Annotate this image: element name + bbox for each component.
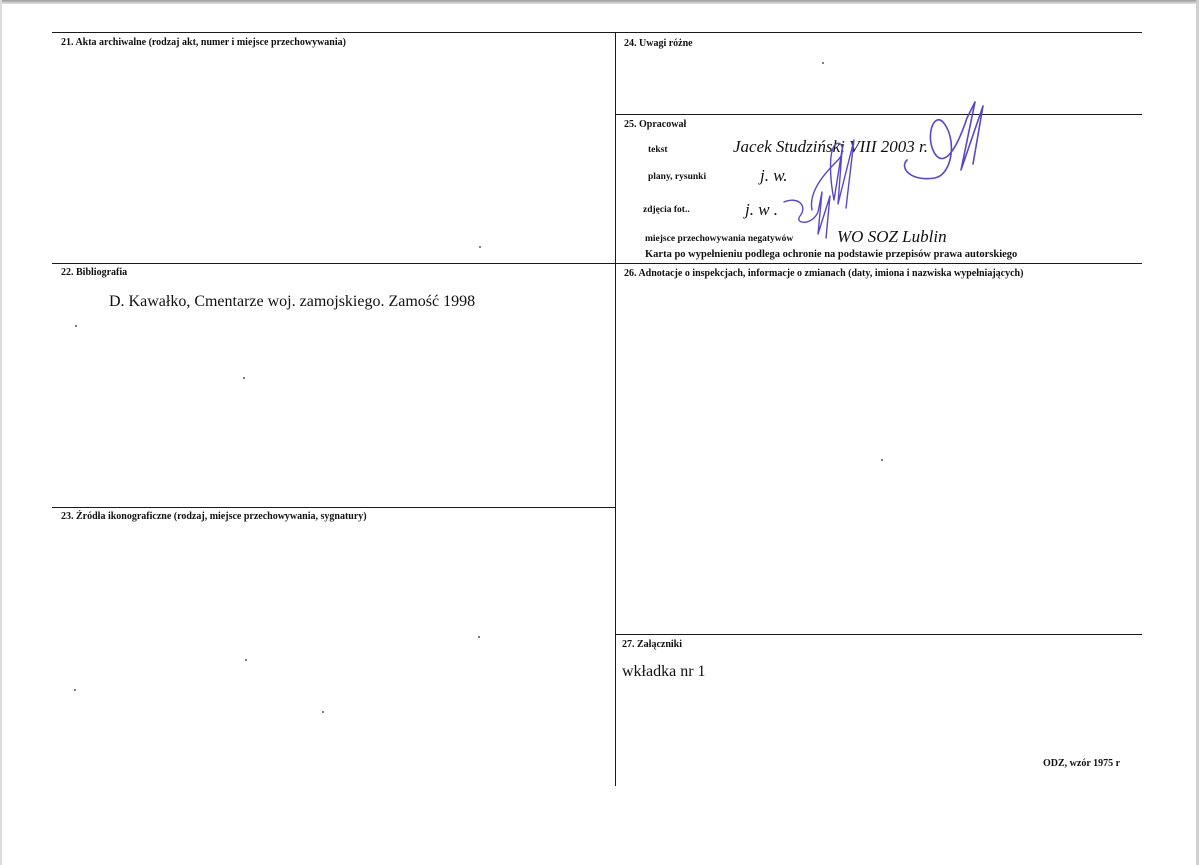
field-25-tekst-value: Jacek Studziński VIII 2003 r.: [733, 137, 928, 156]
field-22-value: D. Kawałko, Cmentarze woj. zamojskiego. Zamość 1998: [109, 293, 476, 310]
field-27-label: 27. Załączniki: [622, 639, 683, 650]
scan-speck: [881, 459, 883, 461]
rule-21-22: [52, 263, 616, 264]
field-26-label: 26. Adnotacje o inspekcjach, informacje o zmianach (daty, imiona i nazwiska wypełniających): [624, 268, 1024, 279]
scan-speck: [245, 659, 247, 661]
center-divider: [615, 32, 616, 786]
field-25-plany-value: j. w.: [760, 166, 788, 185]
scan-edge-top: [0, 0, 1199, 4]
top-rule: [52, 32, 1142, 33]
rule-25-26: [616, 263, 1142, 264]
field-27-value: wkładka nr 1: [622, 663, 706, 680]
field-25-zdjecia-label: zdjęcia fot..: [643, 205, 690, 215]
field-25-negatyw-label: miejsce przechowywania negatywów: [645, 234, 794, 244]
field-25-copyright-notice: Karta po wypełnieniu podlega ochronie na podstawie przepisów prawa autorskiego: [645, 249, 1018, 260]
field-25-zdjecia-value: j. w .: [745, 200, 779, 219]
field-25-label: 25. Opracował: [624, 119, 687, 130]
field-25-negatyw-value: WO SOZ Lublin: [837, 227, 947, 246]
rule-22-23: [52, 507, 616, 508]
rule-26-27: [616, 634, 1142, 635]
field-24-label: 24. Uwagi różne: [624, 38, 693, 49]
scan-speck: [75, 325, 77, 327]
scan-speck: [822, 62, 824, 64]
scan-speck: [479, 246, 481, 248]
signature-large: [895, 98, 995, 188]
field-23-label: 23. Źródła ikonograficzne (rodzaj, miejsce przechowywania, sygnatury): [61, 511, 367, 522]
scan-edge-left: [0, 0, 2, 865]
form-footer: ODZ, wzór 1975 r: [1043, 758, 1121, 769]
scan-speck: [243, 377, 245, 379]
field-25-tekst-label: tekst: [648, 145, 668, 155]
rule-24-25: [616, 114, 1142, 115]
scan-speck: [478, 636, 480, 638]
scan-speck: [74, 689, 76, 691]
field-25-plany-label: plany, rysunki: [648, 172, 707, 182]
field-22-label: 22. Bibliografia: [61, 267, 128, 278]
field-21-label: 21. Akta archiwalne (rodzaj akt, numer i miejsce przechowywania): [61, 37, 346, 48]
scan-speck: [322, 711, 324, 713]
signature-small-2: [778, 182, 838, 242]
